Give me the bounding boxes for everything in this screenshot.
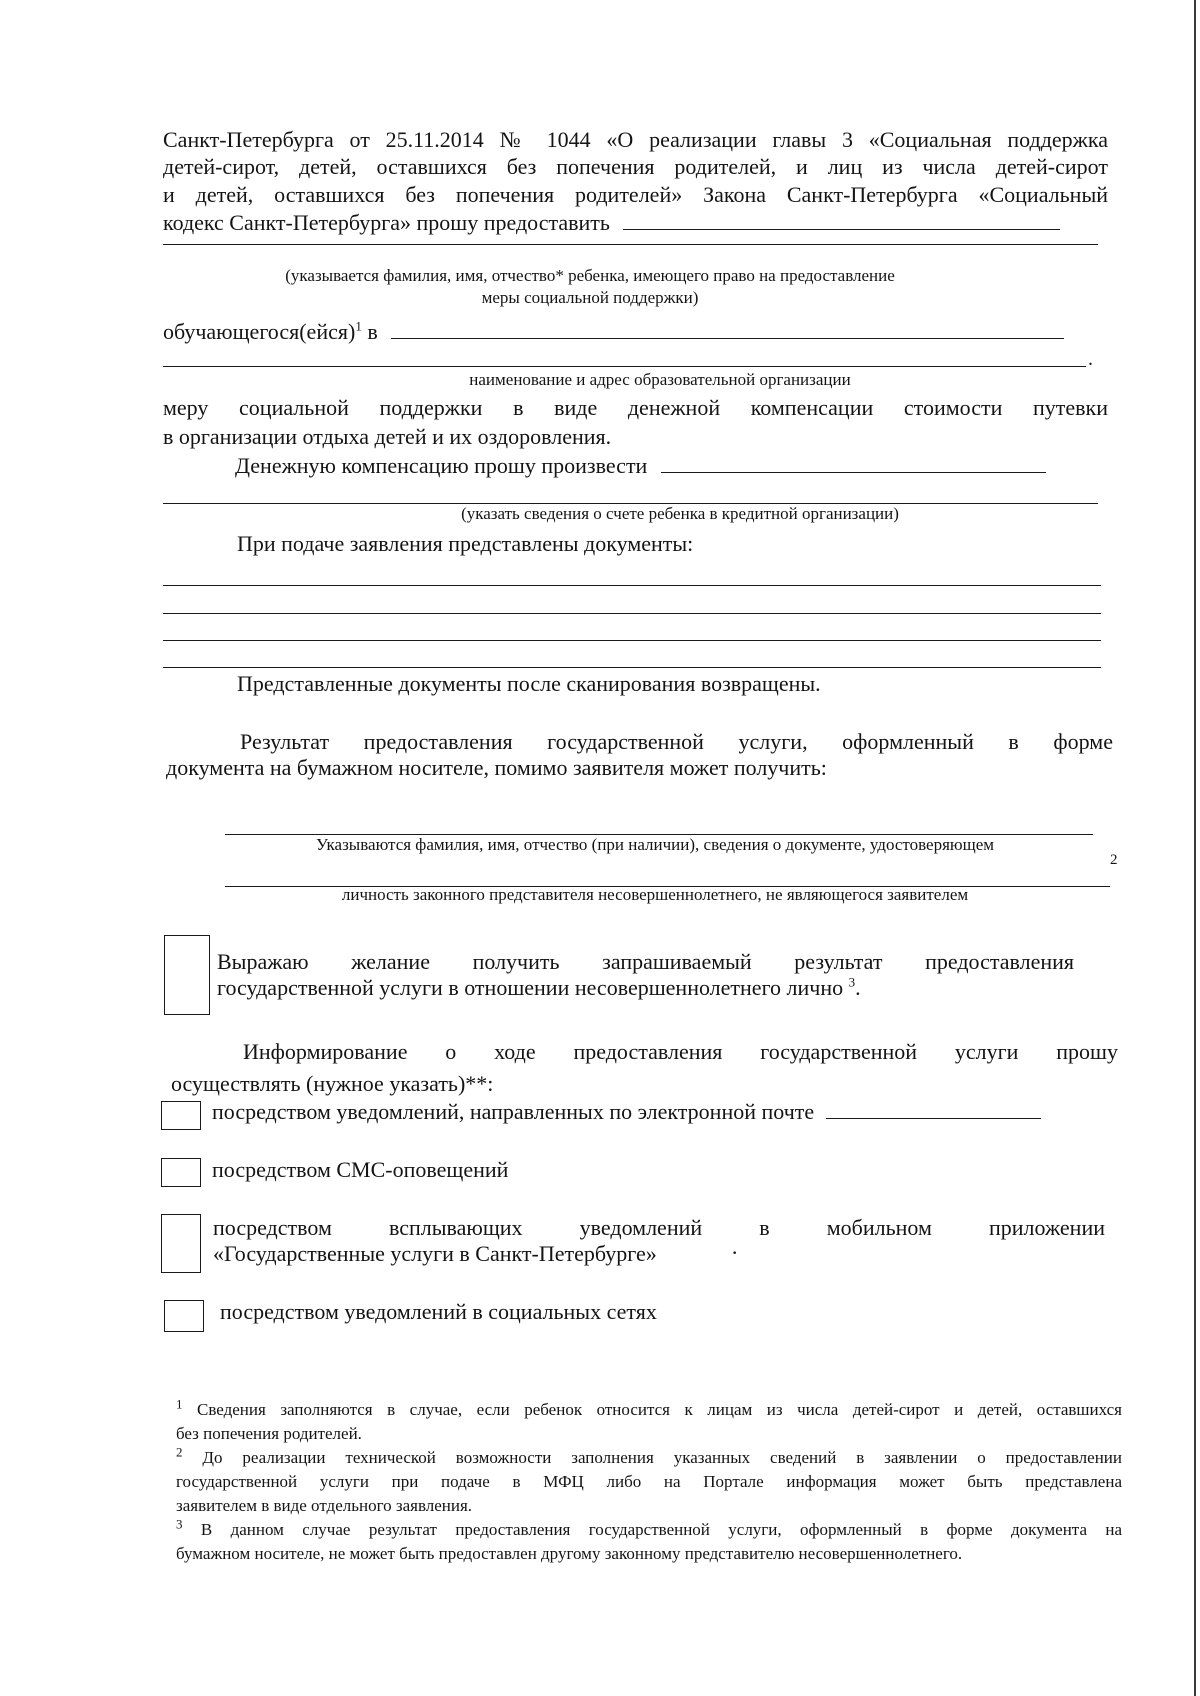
result-line-1: Результат предоставления государственной услуги, оформленный в форме — [240, 729, 1113, 754]
footnote-3-line-2: бумажном носителе, не может быть предоставлен другому законному представителю несовершеннолетнего. — [176, 1544, 963, 1563]
intro-line-4 — [163, 207, 1108, 238]
wish-text: государственной услуги в отношении несовершеннолетнего лично — [217, 975, 844, 1000]
organization-field[interactable] — [391, 318, 1064, 339]
social-checkbox[interactable] — [164, 1300, 204, 1332]
footnote-2-line-1 — [176, 1446, 1122, 1470]
measure-line-2: в организации отдыха детей и их оздоровления. — [163, 424, 612, 449]
footnote-3 — [176, 1518, 1122, 1566]
footnote-ref-1: 1 — [355, 318, 362, 334]
footnote-2-line-2: государственной услуги при подаче в МФЦ либо на Портале информация может быть представлена — [176, 1472, 1122, 1491]
footnote-2-mark: 2 — [176, 1444, 183, 1460]
account-caption: (указать сведения о счете ребенка в кредитной организации) — [461, 504, 899, 523]
email-address-field[interactable] — [826, 1098, 1041, 1119]
footnote-1 — [176, 1398, 1122, 1446]
child-name-field[interactable] — [623, 209, 1060, 230]
email-option-label: посредством уведомлений, направленных по электронной почте — [212, 1099, 815, 1124]
sms-option-label: посредством СМС-оповещений — [212, 1157, 509, 1182]
student-label: обучающегося(ейся) — [163, 319, 356, 344]
organization-caption: наименование и адрес образовательной организации — [469, 370, 851, 389]
mobile-app-line-2: «Государственные услуги в Санкт-Петербурге» — [213, 1241, 657, 1266]
intro-line-2: детей-сирот, детей, оставшихся без попечения родителей, и лиц из числа детей-сирот — [163, 154, 1108, 179]
footnote-1-line-1 — [176, 1398, 1122, 1422]
footnote-1-mark: 1 — [176, 1396, 183, 1412]
mobile-app-checkbox[interactable] — [161, 1214, 201, 1273]
email-option — [212, 1096, 1112, 1127]
intro-line-1: Санкт-Петербурга от 25.11.2014 № 1044 «О реализации главы 3 «Социальная поддержка — [163, 127, 1108, 152]
representative-caption-1: Указываются фамилия, имя, отчество (при наличии), сведения о документе, удостоверяющем — [316, 835, 994, 854]
footnote-ref-2: 2 — [1110, 852, 1118, 868]
footnote-3-mark: 3 — [176, 1516, 183, 1532]
documents-label: При подаче заявления представлены документы: — [237, 531, 694, 556]
request-label: кодекс Санкт-Петербурга» прошу предоставить — [163, 210, 610, 235]
child-caption — [250, 265, 930, 309]
child-caption-line-1: (указывается фамилия, имя, отчество* ребенка, имеющего право на предоставление — [285, 266, 895, 285]
wish-line-1: Выражаю желание получить запрашиваемый результат предоставления — [217, 949, 1074, 974]
footnote-1-text: Сведения заполняются в случае, если ребенок относится к лицам из числа детей-сирот и детей, оставшихся — [182, 1400, 1122, 1419]
footnote-3-line-1 — [176, 1518, 1122, 1542]
measure-line-1: меру социальной поддержки в виде денежной компенсации стоимости путевки — [163, 395, 1108, 420]
account-field[interactable] — [661, 452, 1046, 473]
student-in: в — [361, 319, 378, 344]
student-line — [163, 316, 1103, 347]
compensation-line — [235, 450, 1105, 481]
stray-mark: · — [731, 1240, 739, 1265]
email-checkbox[interactable] — [161, 1101, 201, 1130]
footnote-3-text: В данном случае результат предоставления государственной услуги, оформленный в форме документа на — [182, 1520, 1122, 1539]
footnote-2-text: До реализации технической возможности заполнения указанных сведений в заявлении о предоставлении — [182, 1448, 1122, 1467]
documents-line-1[interactable] — [163, 585, 1101, 586]
social-option-label: посредством уведомлений в социальных сетях — [220, 1299, 657, 1324]
sms-checkbox[interactable] — [161, 1158, 201, 1187]
footnotes — [176, 1398, 1122, 1566]
result-line-2: документа на бумажном носителе, помимо заявителя может получить: — [166, 755, 827, 780]
inform-line-1: Информирование о ходе предоставления государственной услуги прошу — [243, 1039, 1118, 1064]
child-caption-line-2: меры социальной поддержки) — [481, 288, 699, 307]
organization-line[interactable] — [163, 366, 1086, 367]
footnote-1-line-2: без попечения родителей. — [176, 1424, 362, 1443]
wish-line-2 — [217, 972, 1097, 1003]
intro-line-3: и детей, оставшихся без попечения родителей» Закона Санкт-Петербурга «Социальный — [163, 182, 1108, 207]
compensation-label: Денежную компенсацию прошу произвести — [235, 453, 648, 478]
footnote-2-line-3: заявителем в виде отдельного заявления. — [176, 1496, 473, 1515]
mobile-app-line-1: посредством всплывающих уведомлений в мобильном приложении — [213, 1215, 1105, 1240]
returned-text: Представленные документы после сканирования возвращены. — [237, 671, 821, 696]
documents-line-2[interactable] — [163, 613, 1101, 614]
wish-end: . — [855, 975, 861, 1000]
documents-line-3[interactable] — [163, 640, 1101, 641]
footnote-ref-3: 3 — [848, 974, 856, 990]
inform-line-2: осуществлять (нужное указать)**: — [171, 1071, 494, 1096]
organization-end-dot: . — [1088, 348, 1093, 370]
footnote-2 — [176, 1446, 1122, 1518]
representative-caption-2: личность законного представителя несовершеннолетнего, не являющегося заявителем — [341, 885, 969, 904]
personal-receipt-checkbox[interactable] — [164, 935, 210, 1015]
child-name-line[interactable] — [163, 244, 1098, 245]
scan-edge — [1194, 0, 1196, 1696]
